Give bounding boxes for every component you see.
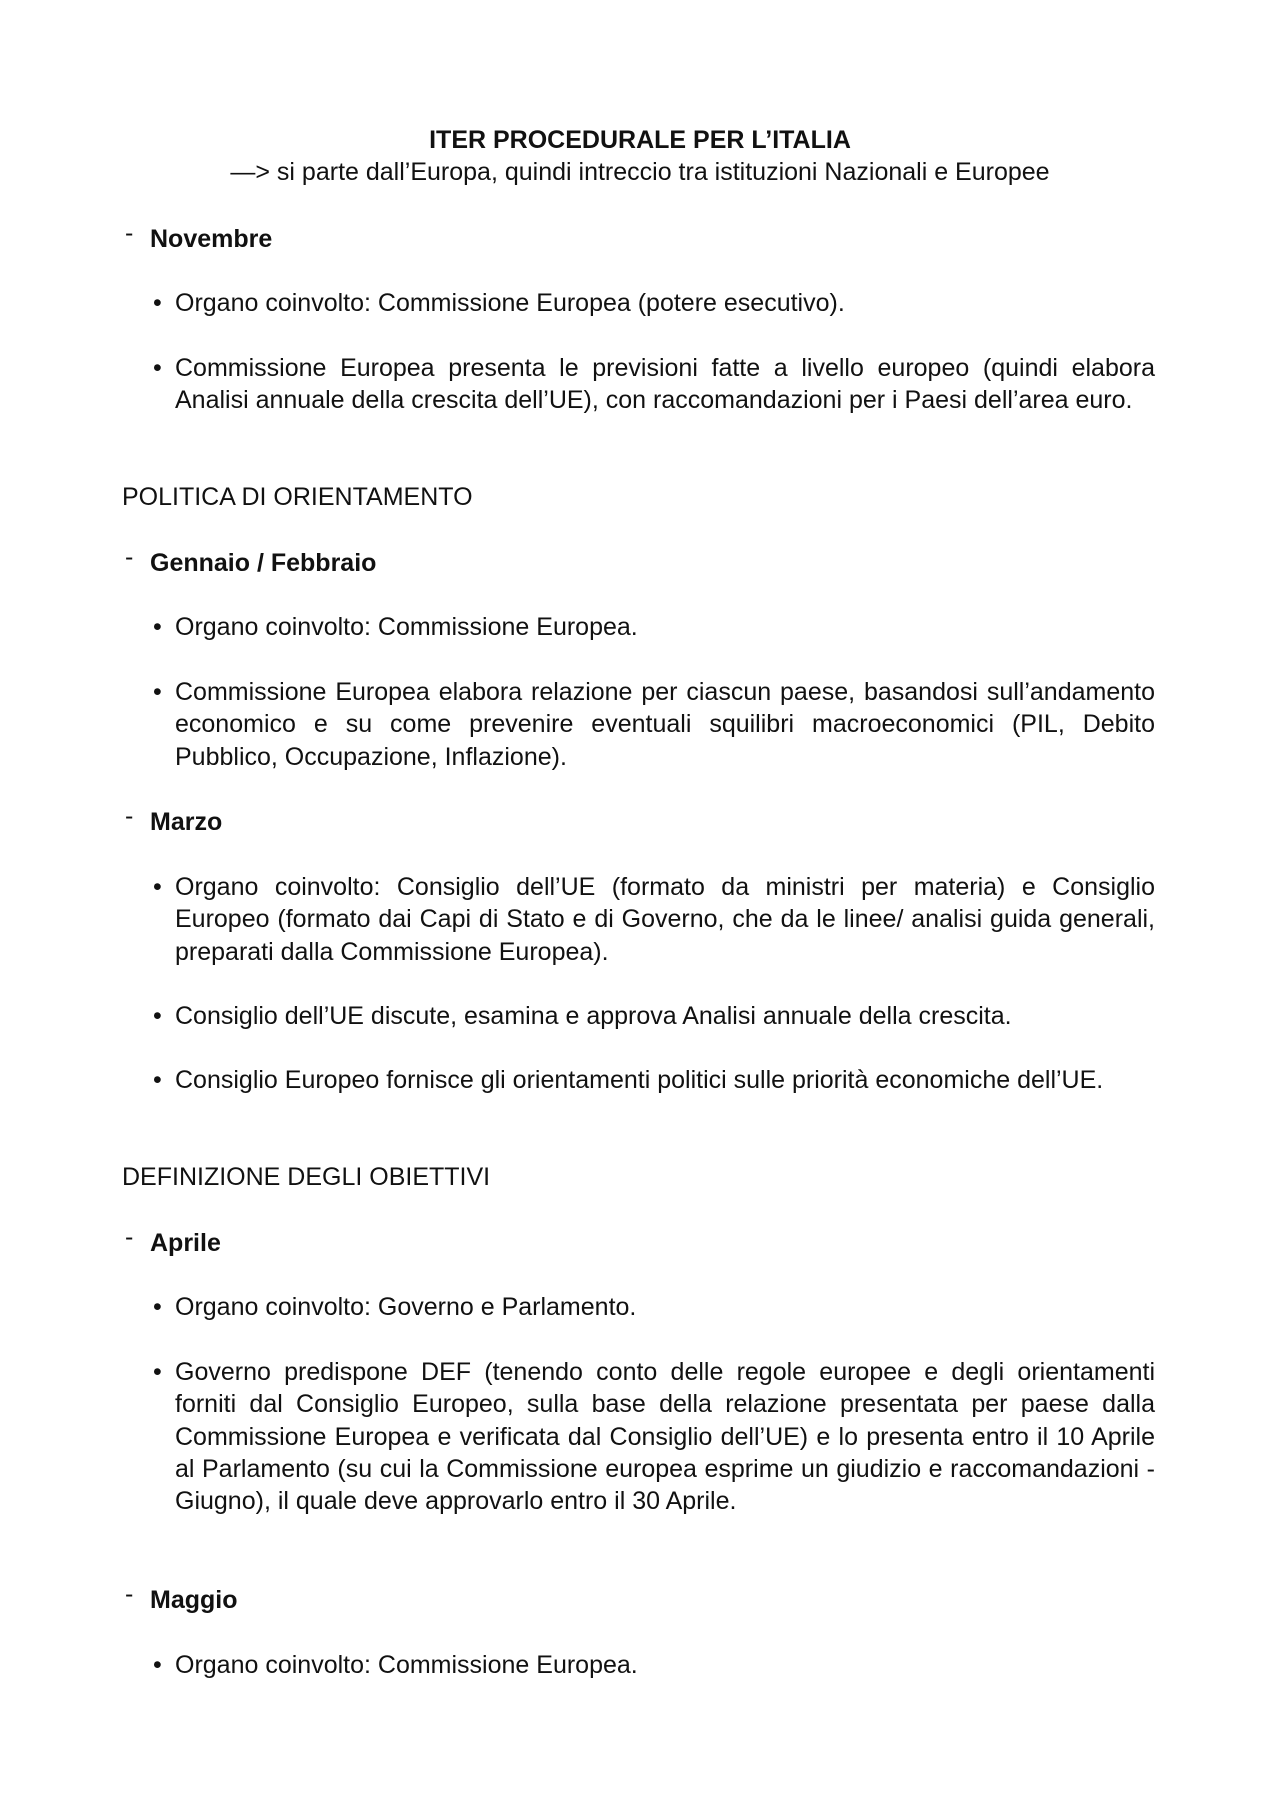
- dash-marker: -: [125, 1580, 134, 1608]
- month-label: Maggio: [150, 1586, 238, 1614]
- list-item-text: Organo coinvolto: Governo e Parlamento.: [175, 1293, 637, 1321]
- bullet-icon: •: [153, 1066, 162, 1094]
- month-label: Aprile: [150, 1229, 221, 1257]
- month-label: Gennaio / Febbraio: [150, 549, 377, 577]
- list-item-text: Commissione Europea elabora relazione per ciascun paese, basandosi sull’andamento economico e su come prevenire eventuali squilibri macroeconomici (PIL, Debito Pubblico, Occupazione, Inflazione).: [175, 678, 1155, 771]
- list-item-text: Governo predispone DEF (tenendo conto delle regole europee e degli orientamenti forniti dal Consiglio Europeo, sulla base della relazione presentata per paese dalla Commissione Europea e verificata dal Consiglio dell’UE) e lo presenta entro il 10 Aprile al Parlamento (su cui la Commissione europea esprime un giudizio e raccomandazioni - Giugno), il quale deve approvarlo entro il 30 Aprile.: [175, 1358, 1155, 1516]
- bullet-icon: •: [153, 613, 162, 641]
- month-heading-maggio: [125, 1580, 238, 1616]
- list-item: [153, 1064, 1155, 1096]
- list-item: [153, 1000, 1155, 1032]
- month-label: Marzo: [150, 808, 223, 836]
- list-item: [153, 1649, 1155, 1681]
- list-item-text: Consiglio Europeo fornisce gli orientamenti politici sulle priorità economiche dell’UE.: [175, 1066, 1104, 1094]
- month-heading-marzo: [125, 802, 223, 838]
- bullet-icon: •: [153, 1293, 162, 1321]
- bullet-icon: •: [153, 678, 162, 706]
- bullet-icon: •: [153, 873, 162, 901]
- month-heading-aprile: [125, 1223, 221, 1259]
- bullet-icon: •: [153, 289, 162, 317]
- bullet-icon: •: [153, 354, 162, 382]
- document-subtitle: —> si parte dall’Europa, quindi intreccio tra istituzioni Nazionali e Europee: [230, 158, 1050, 186]
- dash-marker: -: [125, 219, 134, 247]
- dash-marker: -: [125, 1223, 134, 1251]
- document-title: ITER PROCEDURALE PER L’ITALIA: [429, 126, 851, 154]
- month-heading-gennaio-febbraio: [125, 543, 377, 579]
- month-label: Novembre: [150, 225, 273, 253]
- section-heading: DEFINIZIONE DEGLI OBIETTIVI: [122, 1163, 491, 1191]
- list-item: [153, 676, 1155, 773]
- dash-marker: -: [125, 543, 134, 571]
- dash-marker: -: [125, 802, 134, 830]
- list-item-text: Commissione Europea presenta le previsioni fatte a livello europeo (quindi elabora Analisi annuale della crescita dell’UE), con raccomandazioni per i Paesi dell’area euro.: [175, 354, 1155, 415]
- bullet-icon: •: [153, 1002, 162, 1030]
- list-item: [153, 611, 1155, 643]
- list-item-text: Organo coinvolto: Consiglio dell’UE (formato da ministri per materia) e Consiglio Europeo (formato dai Capi di Stato e di Governo, che da le linee/ analisi guida generali, preparati dalla Commissione Europea).: [175, 873, 1155, 966]
- bullet-icon: •: [153, 1651, 162, 1679]
- list-item: [153, 1291, 1155, 1323]
- month-heading-novembre: [125, 219, 273, 255]
- list-item: [153, 287, 1155, 319]
- list-item-text: Organo coinvolto: Commissione Europea.: [175, 1651, 638, 1679]
- section-heading: POLITICA DI ORIENTAMENTO: [122, 483, 473, 511]
- list-item: [153, 1356, 1155, 1517]
- list-item: [153, 871, 1155, 968]
- list-item-text: Organo coinvolto: Commissione Europea (potere esecutivo).: [175, 289, 845, 317]
- list-item-text: Consiglio dell’UE discute, esamina e approva Analisi annuale della crescita.: [175, 1002, 1012, 1030]
- list-item: [153, 352, 1155, 417]
- bullet-icon: •: [153, 1358, 162, 1386]
- list-item-text: Organo coinvolto: Commissione Europea.: [175, 613, 638, 641]
